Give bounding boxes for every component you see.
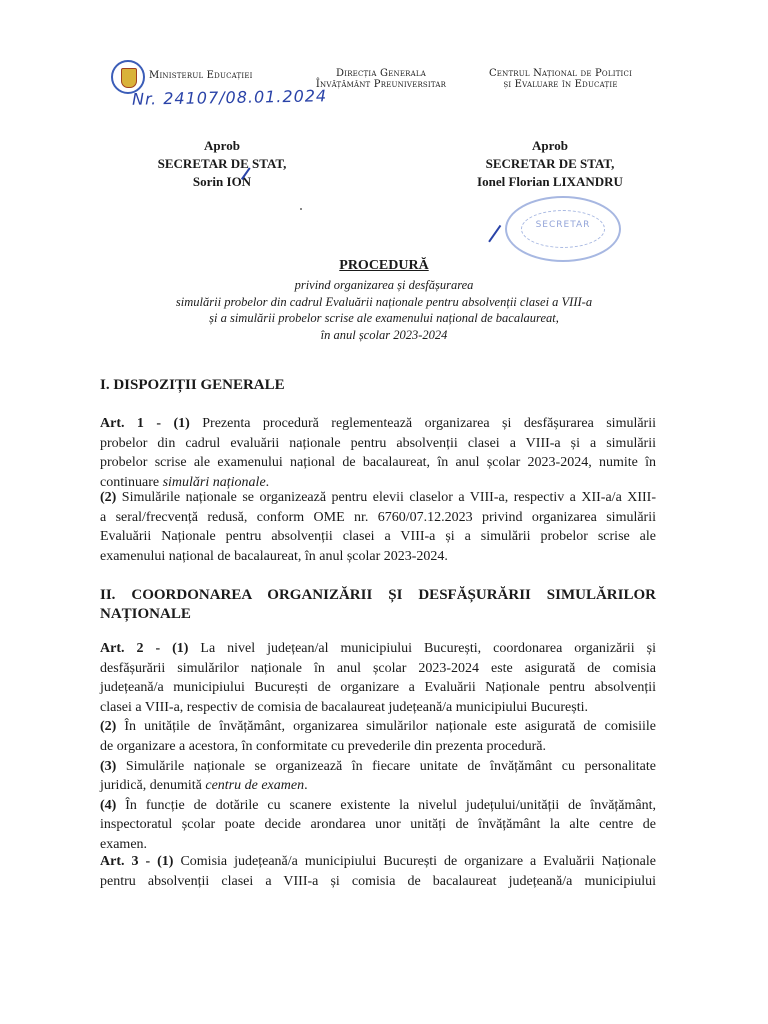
center-name: Centrul Național de Politici și Evaluare în Educație xyxy=(488,68,633,90)
official-stamp xyxy=(505,196,621,262)
ministry-name: Ministerul Educației xyxy=(149,70,253,81)
section-heading-2: II. COORDONAREA ORGANIZĂRII ȘI DESFĂȘURĂRII SIMULĂRILOR NAȚIONALE xyxy=(100,587,656,622)
document-subtitle: privind organizarea și desfășurarea simulării probelor din cadrul Evaluării naționale pentru absolvenții clasei a VIII-a și a simulării probelor scrise ale examenului național de bacalaureat, în anul școlar 2023-2024 xyxy=(175,278,593,342)
coat-of-arms-icon xyxy=(121,68,137,88)
article-3: Art. 3 - (1) Comisia județeană/a municipiului București de organizare a Evaluării Naționale pentru absolvenții clasei a VIII-a și comisia de bacalaureat județeană/a municipiului xyxy=(100,854,656,889)
section-heading-1: I. DISPOZIȚII GENERALE xyxy=(100,377,285,393)
document-title: PROCEDURĂ xyxy=(339,258,429,273)
approval-left: Aprob SECRETAR DE STAT, Sorin ION xyxy=(157,138,287,189)
scan-dot xyxy=(300,208,302,210)
stamp-text: SECRETAR xyxy=(535,220,591,230)
article-2: Art. 2 - (1) La nivel județean/al municipiului București, coordonarea organizării și desfășurării simulărilor naționale în anul școlar 2023-2024 este asigurată de comisia județeană/a municipiului București de organizare a Evaluării Naționale pentru absolvenții clasei a VIII-a, respectiv de comisia de bacalaureat județeană/a municipiului București. (2) În unitățile de învățământ, organizarea simulărilor naționale este asigurată de comisiile de organizare a acestora, în conformitate cu prevederile din prezenta procedură. (3) Simulările naționale se organizează în fiecare unitate de învățământ cu personalitate juridică, denumită centru de examen. (4) În funcție de dotările cu scanere existente la nivelul județului/unității de învățământ, inspectoratul școlar poate decide arondarea unor unități de învățământ la alte centre de examen. xyxy=(100,641,657,852)
direction-name: Direcția Generala Învățământ Preuniversitar xyxy=(315,68,447,90)
signature-mark-right xyxy=(488,225,504,244)
approval-right: Aprob SECRETAR DE STAT, Ionel Florian LIXANDRU xyxy=(477,138,623,189)
article-1-paragraph-1: Art. 1 - (1) Prezenta procedură reglementează organizarea și desfășurarea simulării probelor din cadrul evaluării naționale pentru absolvenții clasei a VIII-a și a simulării probelor scrise ale examenului național de bacalaureat, în anul școlar 2023-2024, numite în continuare simulări naționale. xyxy=(100,416,656,490)
article-1-paragraph-2: (2) Simulările naționale se organizează pentru elevii claselor a VIII-a, respectiv a XII-a/a XIII- a seral/frecvență redusă, conform OME nr. 6760/07.12.2023 privind organizarea simulării Evaluării Naționale pentru absolvenții clasei a VIII-a și a simulării probelor scrise ale examenului național de bacalaureat, în anul școlar 2023-2024. xyxy=(100,490,657,564)
handwritten-registration-number: Nr. 24107/08.01.2024 xyxy=(131,86,328,109)
